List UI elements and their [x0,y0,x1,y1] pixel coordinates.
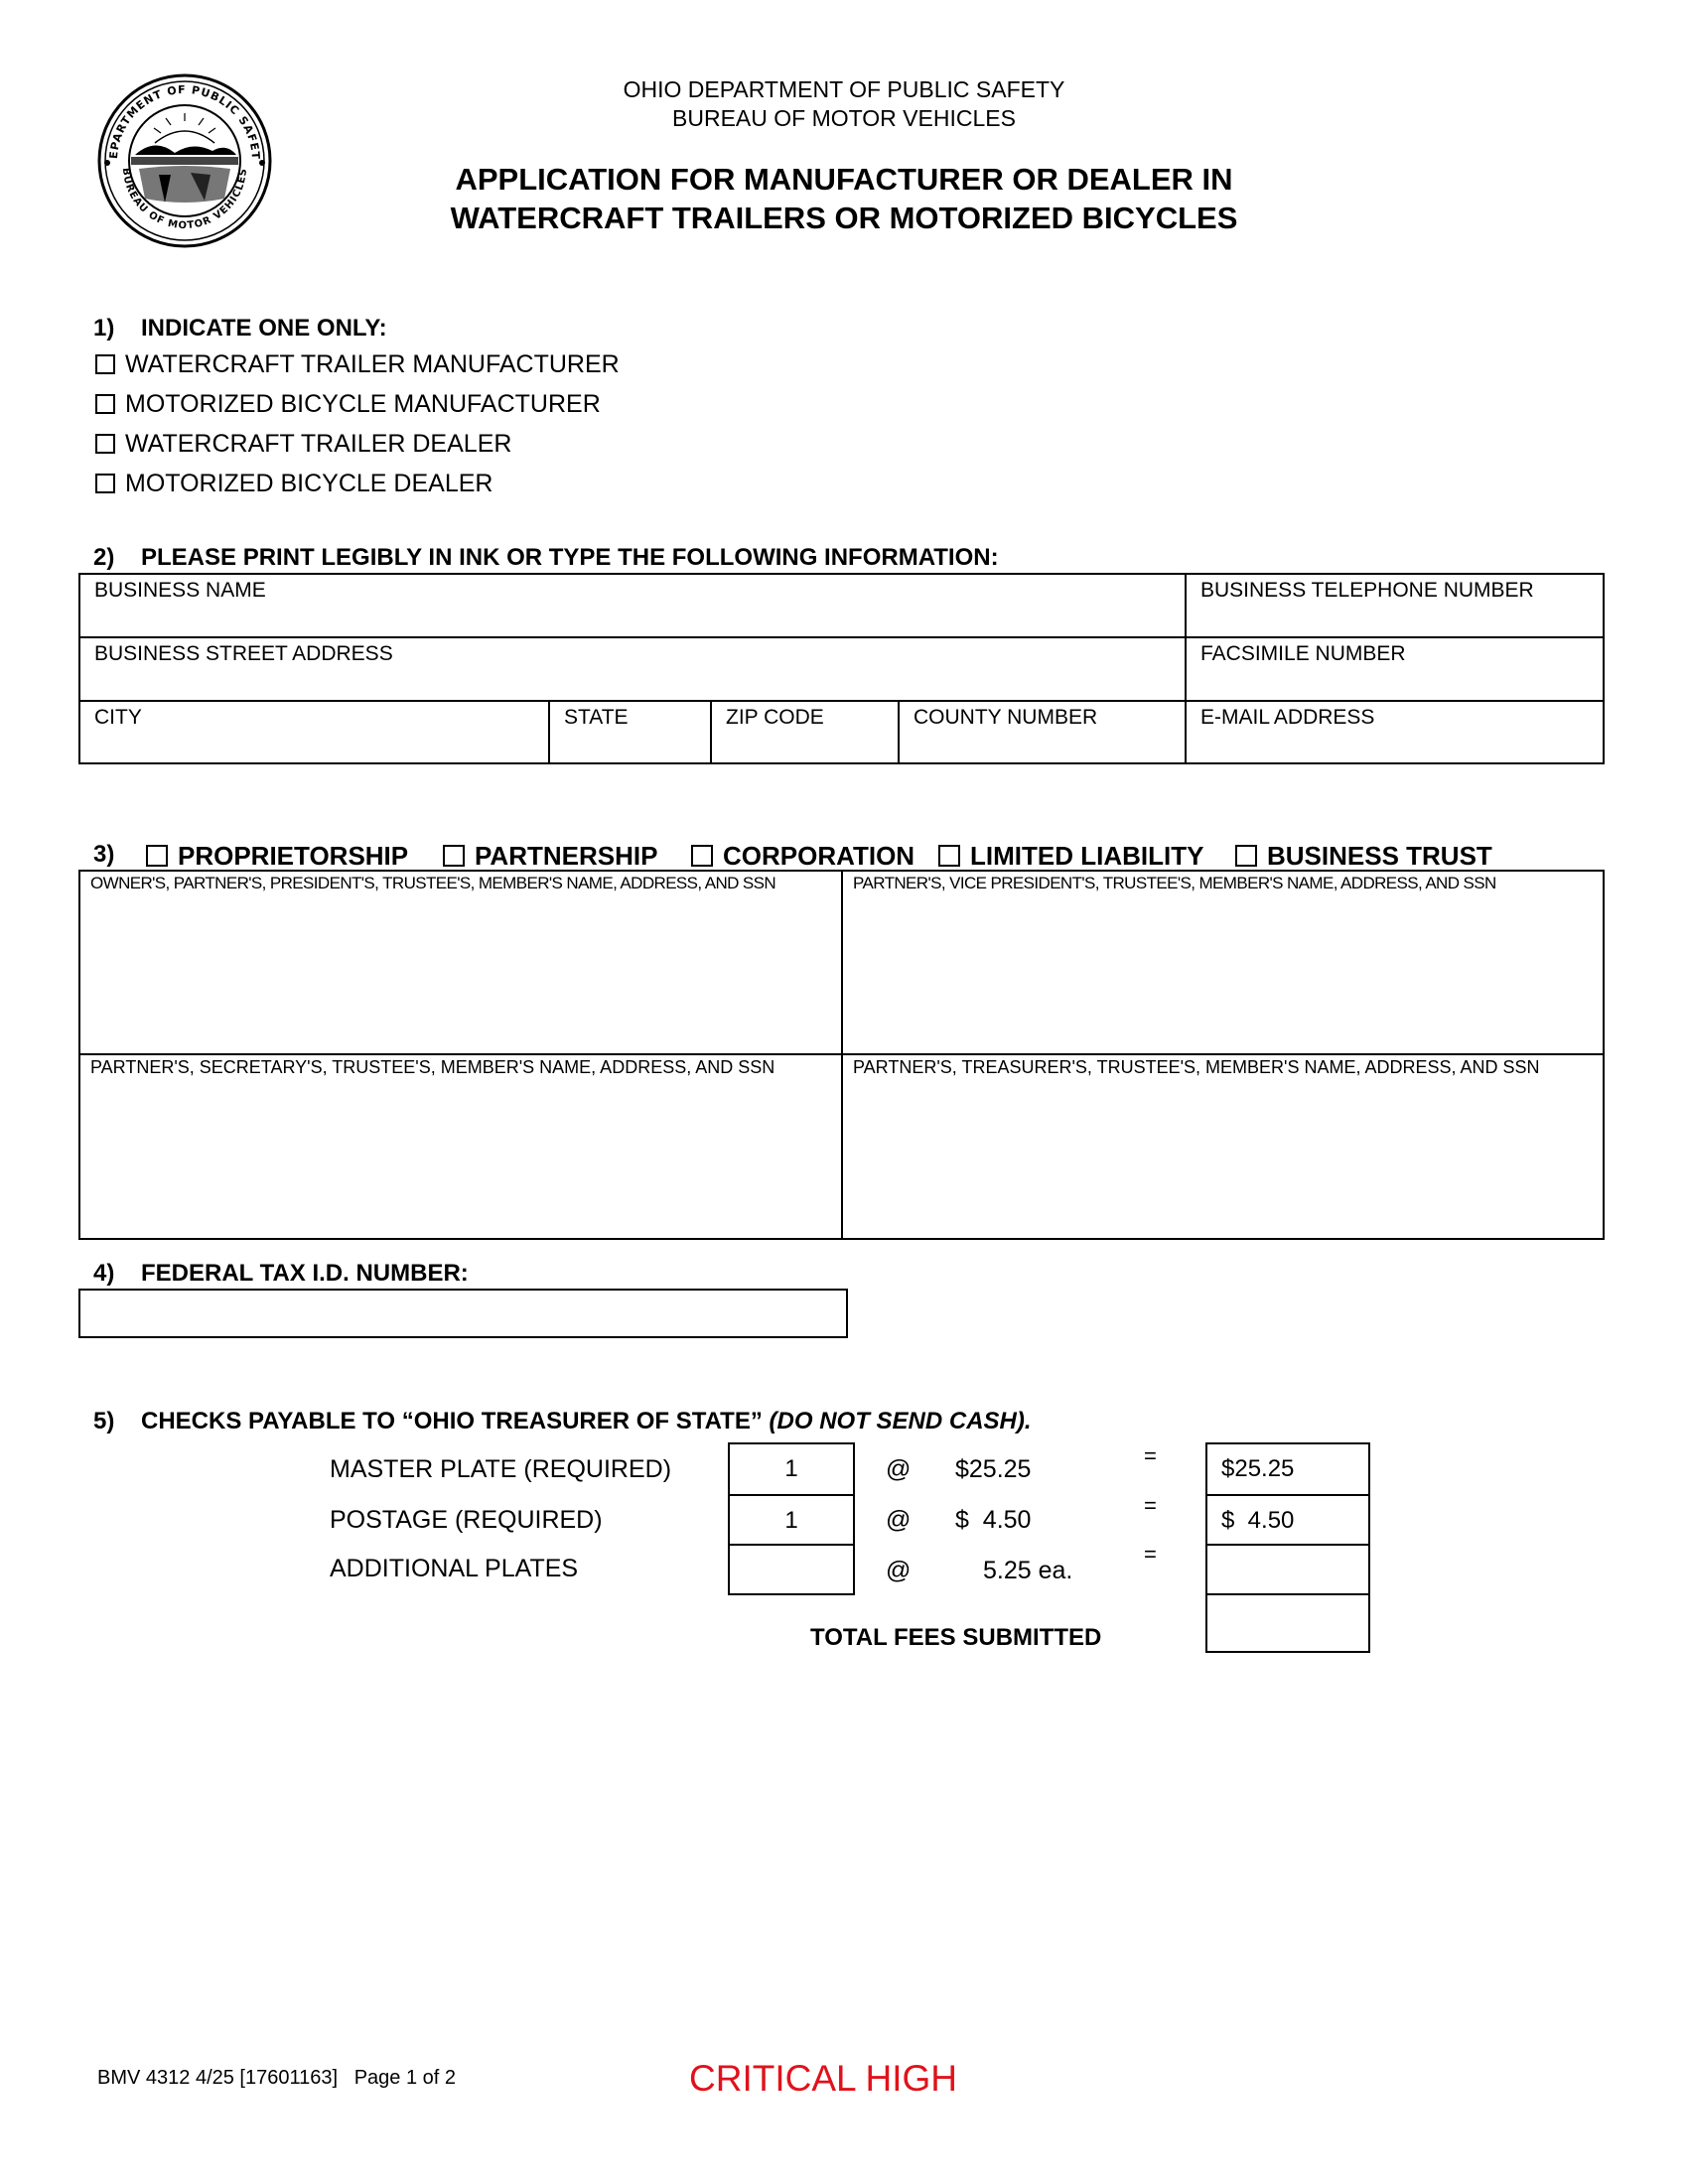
option-label: WATERCRAFT TRAILER DEALER [125,430,512,458]
section3-number [93,841,114,869]
qty-additional-plates[interactable] [728,1544,855,1595]
form-code: BMV 4312 4/25 [17601163] Page 1 of 2 [97,2067,457,2089]
option-label: WATERCRAFT TRAILER MANUFACTURER [125,350,620,378]
department-name: OHIO DEPARTMENT OF PUBLIC SAFETY [623,76,1065,102]
checkbox[interactable] [95,394,115,414]
entity-corporation[interactable] [691,841,914,872]
total-master-plate[interactable]: $25.25 [1205,1442,1370,1496]
checkbox[interactable] [443,845,465,867]
seal-text-bottom: BUREAU OF MOTOR VEHICLES [119,167,250,232]
state-field[interactable]: STATE [550,702,712,762]
street-address-field[interactable]: BUSINESS STREET ADDRESS [80,638,1187,702]
entity-label: CORPORATION [723,841,915,871]
option-motorized-bicycle-dealer[interactable] [95,470,492,498]
option-label: MOTORIZED BICYCLE DEALER [125,470,493,497]
seal-text-top: EPARTMENT OF PUBLIC SAFET [106,82,263,161]
at-sign: @ [886,1506,912,1534]
entity-label: LIMITED LIABILITY [970,841,1204,871]
equals-sign: = [1144,1493,1157,1518]
section5-heading [93,1408,1032,1435]
business-info-table [78,573,1605,764]
treasurer-box[interactable]: PARTNER'S, TREASURER'S, TRUSTEE'S, MEMBER'S NAME, ADDRESS, AND SSN [853,1057,1540,1077]
fee-label-additional-plates: ADDITIONAL PLATES [330,1555,579,1582]
owner-president-box[interactable]: OWNER'S, PARTNER'S, PRESIDENT'S, TRUSTEE'S, MEMBER'S NAME, ADDRESS, AND SSN [80,872,843,1055]
checkbox[interactable] [95,354,115,374]
section5-number: 5) [93,1408,115,1434]
officers-table [78,870,1605,1240]
city-field[interactable]: CITY [80,702,550,762]
section1-heading [93,315,387,342]
qty-master-plate[interactable]: 1 [728,1442,855,1496]
section4-heading [93,1260,469,1288]
section2-number: 2) [93,544,115,571]
option-label: MOTORIZED BICYCLE MANUFACTURER [125,390,601,418]
federal-tax-id-input[interactable] [78,1289,848,1338]
business-name-field[interactable]: BUSINESS NAME [80,575,1187,638]
fax-field[interactable]: FACSIMILE NUMBER [1187,638,1603,702]
fee-label-postage: POSTAGE (REQUIRED) [330,1506,603,1534]
secretary-box[interactable]: PARTNER'S, SECRETARY'S, TRUSTEE'S, MEMBER'S NAME, ADDRESS, AND SSN [80,1055,843,1238]
checkbox[interactable] [691,845,713,867]
classification-label: CRITICAL HIGH [689,2058,957,2099]
entity-label: PROPRIETORSHIP [178,841,409,871]
section5-note: (DO NOT SEND CASH). [769,1408,1032,1434]
email-field[interactable]: E-MAIL ADDRESS [1200,706,1375,729]
total-fees-input[interactable] [1205,1593,1370,1653]
business-phone-field[interactable]: BUSINESS TELEPHONE NUMBER [1187,575,1603,638]
section5-title: CHECKS PAYABLE TO “OHIO TREASURER OF STATE” [141,1408,763,1434]
qty-postage[interactable]: 1 [728,1494,855,1546]
equals-sign: = [1144,1542,1157,1567]
entity-limited-liability[interactable] [938,841,1203,872]
section3-number-text: 3) [93,841,115,868]
option-watercraft-trailer-manufacturer[interactable] [95,350,620,379]
entity-label: PARTNERSHIP [475,841,658,871]
form-title-line2: WATERCRAFT TRAILERS OR MOTORIZED BICYCLES [450,201,1238,235]
total-postage[interactable]: $ 4.50 [1205,1494,1370,1546]
vice-president-box[interactable]: PARTNER'S, VICE PRESIDENT'S, TRUSTEE'S, MEMBER'S NAME, ADDRESS, AND SSN [843,872,1603,1055]
bureau-name: BUREAU OF MOTOR VEHICLES [672,105,1016,131]
section1-number: 1) [93,315,115,341]
entity-partnership[interactable] [443,841,657,872]
price-master-plate: $25.25 [955,1455,1032,1483]
price-postage: $ 4.50 [955,1506,1032,1534]
checkbox[interactable] [938,845,960,867]
section1-title: INDICATE ONE ONLY: [141,315,387,341]
total-fees-label: TOTAL FEES SUBMITTED [810,1624,1102,1651]
checkbox[interactable] [1235,845,1257,867]
option-motorized-bicycle-manufacturer[interactable] [95,390,601,419]
option-watercraft-trailer-dealer[interactable] [95,430,511,459]
checkbox[interactable] [95,474,115,493]
total-additional-plates[interactable] [1205,1544,1370,1595]
county-field[interactable]: COUNTY NUMBER [900,702,1187,762]
section2-heading [93,544,999,572]
checkbox[interactable] [95,434,115,454]
checkbox[interactable] [146,845,168,867]
price-additional-plates: 5.25 ea. [983,1557,1073,1584]
entity-business-trust[interactable] [1235,841,1492,872]
form-title-line1: APPLICATION FOR MANUFACTURER OR DEALER IN [455,162,1233,197]
section4-number: 4) [93,1260,115,1287]
entity-proprietorship[interactable] [146,841,408,872]
entity-label: BUSINESS TRUST [1267,841,1492,871]
at-sign: @ [886,1455,912,1483]
section4-title: FEDERAL TAX I.D. NUMBER: [141,1260,469,1287]
fee-label-master-plate: MASTER PLATE (REQUIRED) [330,1455,672,1483]
equals-sign: = [1144,1443,1157,1468]
at-sign: @ [886,1557,912,1584]
section2-title: PLEASE PRINT LEGIBLY IN INK OR TYPE THE FOLLOWING INFORMATION: [141,544,999,571]
zip-field[interactable]: ZIP CODE [712,702,900,762]
